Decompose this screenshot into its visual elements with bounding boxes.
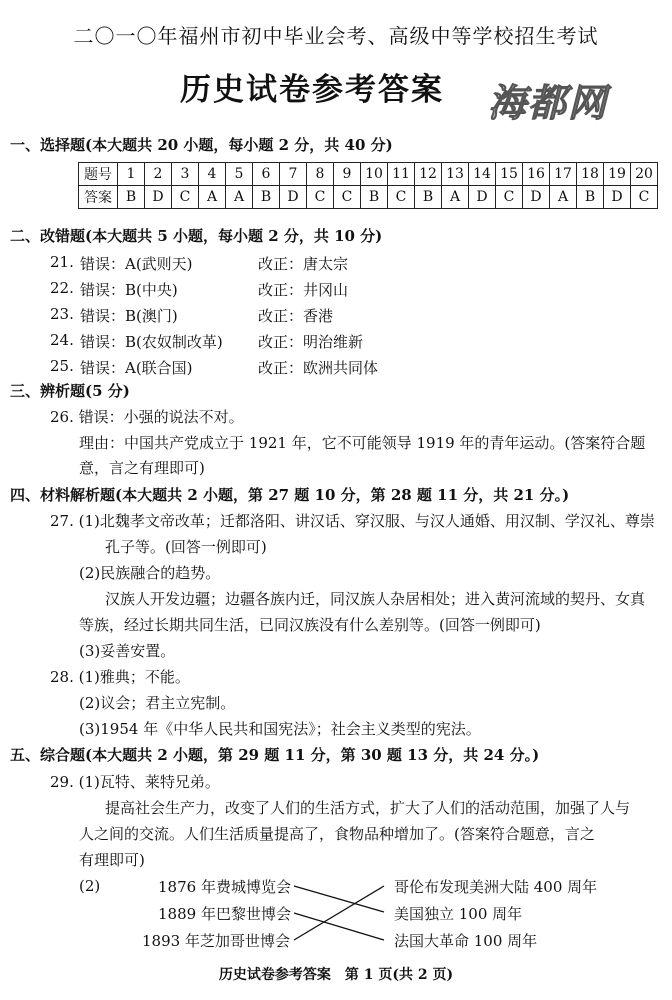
answer-cell: D bbox=[523, 186, 550, 209]
corr-no: 22. bbox=[50, 279, 74, 297]
corr-fix: 改正：唐太宗 bbox=[258, 255, 349, 273]
match-left-item: 1889 年巴黎世博会 bbox=[158, 905, 291, 923]
section-5-title: 五、综合题(本大题共 2 小题，第 29 题 11 分，第 30 题 13 分，共 24 分。) bbox=[10, 746, 540, 764]
question-number-cell: 19 bbox=[604, 163, 631, 186]
question-number-cell: 8 bbox=[307, 163, 334, 186]
q27-line: 孔子等。(回答一例即可) bbox=[105, 538, 267, 556]
answer-cell: D bbox=[280, 186, 307, 209]
question-number-cell: 12 bbox=[415, 163, 442, 186]
answer-cell: C bbox=[172, 186, 199, 209]
q29-line: 有理即可) bbox=[79, 851, 145, 869]
answer-cell: B bbox=[577, 186, 604, 209]
answer-cell: D bbox=[469, 186, 496, 209]
q27-line: (2)民族融合的趋势。 bbox=[79, 564, 221, 582]
question-number-cell: 6 bbox=[253, 163, 280, 186]
page-footer: 历史试卷参考答案 第 1 页(共 2 页) bbox=[218, 967, 454, 983]
question-number-cell: 18 bbox=[577, 163, 604, 186]
page-title: 历史试卷参考答案 bbox=[180, 72, 444, 108]
q27-line: (3)妥善安置。 bbox=[79, 642, 176, 660]
match-right-item: 法国大革命 100 周年 bbox=[394, 932, 538, 950]
question-number-cell: 1 bbox=[118, 163, 145, 186]
answer-cell: C bbox=[388, 186, 415, 209]
q29-line: 29. (1)瓦特、莱特兄弟。 bbox=[50, 773, 220, 791]
question-number-cell: 13 bbox=[442, 163, 469, 186]
answer-cell: B bbox=[361, 186, 388, 209]
match-left-item: 1876 年费城博览会 bbox=[158, 878, 291, 896]
question-number-cell: 17 bbox=[550, 163, 577, 186]
q27-line: 汉族人开发边疆；边疆各族内迁，同汉族人杂居相处；进入黄河流域的契丹、女真 bbox=[105, 590, 646, 608]
section-2-title: 二、改错题(本大题共 5 小题，每小题 2 分，共 10 分) bbox=[10, 227, 383, 245]
corr-fix: 改正：明治维新 bbox=[258, 333, 364, 351]
corr-no: 23. bbox=[50, 305, 74, 323]
section-4-title: 四、材料解析题(本大题共 2 小题，第 27 题 10 分，第 28 题 11 分，共 21 分。) bbox=[10, 486, 570, 504]
q26-line: 26. 错误：小强的说法不对。 bbox=[50, 408, 244, 426]
question-number-cell: 5 bbox=[226, 163, 253, 186]
corr-no: 21. bbox=[50, 253, 74, 271]
answer-cell: A bbox=[550, 186, 577, 209]
q29-line: 提高社会生产力，改变了人们的生活方式，扩大了人们的活动范围，加强了人与 bbox=[105, 799, 631, 817]
question-number-cell: 15 bbox=[496, 163, 523, 186]
answer-cell: B bbox=[253, 186, 280, 209]
answer-cell: B bbox=[118, 186, 145, 209]
q29-part2-label: (2) bbox=[79, 877, 101, 895]
corr-fix: 改正：欧洲共同体 bbox=[258, 359, 379, 377]
answer-cell: A bbox=[199, 186, 226, 209]
q28-line: 28. (1)雅典；不能。 bbox=[50, 668, 190, 686]
q26-line: 意，言之有理即可) bbox=[79, 459, 205, 477]
corr-error: 错误：A(联合国) bbox=[80, 359, 193, 377]
question-number-cell: 16 bbox=[523, 163, 550, 186]
question-number-cell: 9 bbox=[334, 163, 361, 186]
corr-fix: 改正：香港 bbox=[258, 307, 334, 325]
answer-cell: C bbox=[334, 186, 361, 209]
match-left-item: 1893 年芝加哥世博会 bbox=[142, 932, 290, 950]
question-number-cell: 14 bbox=[469, 163, 496, 186]
q26-line: 理由：中国共产党成立于 1921 年，它不可能领导 1919 年的青年运动。(答案符合题 bbox=[79, 434, 646, 452]
answer-cell: C bbox=[307, 186, 334, 209]
q27-line: 27. (1)北魏孝文帝改革；迁都洛阳、讲汉话、穿汉服、与汉人通婚、用汉制、学汉礼、尊崇 bbox=[50, 512, 655, 530]
q27-line: 等族，经过长期共同生活，已同汉族没有什么差别等。(回答一例即可) bbox=[79, 616, 541, 634]
answer-cell: A bbox=[226, 186, 253, 209]
corr-error: 错误：A(武则天) bbox=[80, 255, 193, 273]
answer-cell: A bbox=[442, 186, 469, 209]
exam-subtitle: 二〇一〇年福州市初中毕业会考、高级中等学校招生考试 bbox=[73, 24, 599, 48]
question-number-cell: 10 bbox=[361, 163, 388, 186]
corr-error: 错误：B(农奴制改革) bbox=[80, 333, 223, 351]
answer-cell: C bbox=[496, 186, 523, 209]
row-label: 题号 bbox=[79, 163, 118, 186]
question-number-cell: 20 bbox=[631, 163, 658, 186]
question-number-cell: 11 bbox=[388, 163, 415, 186]
watermark-logo: 海都网 bbox=[488, 80, 609, 125]
match-line bbox=[294, 886, 384, 940]
corr-no: 24. bbox=[50, 331, 74, 349]
corr-no: 25. bbox=[50, 357, 74, 375]
row-label: 答案 bbox=[79, 186, 118, 209]
q28-line: (2)议会；君主立宪制。 bbox=[79, 694, 236, 712]
answer-cell: C bbox=[631, 186, 658, 209]
corr-fix: 改正：井冈山 bbox=[258, 281, 349, 299]
section-3-title: 三、辨析题(5 分) bbox=[10, 382, 130, 400]
q29-line: 人之间的交流。人们生活质量提高了，食物品种增加了。(答案符合题意，言之 bbox=[79, 825, 595, 843]
question-number-cell: 7 bbox=[280, 163, 307, 186]
answer-cell: D bbox=[604, 186, 631, 209]
match-right-item: 美国独立 100 周年 bbox=[394, 905, 523, 923]
answer-cell: D bbox=[145, 186, 172, 209]
match-right-item: 哥伦布发现美洲大陆 400 周年 bbox=[394, 878, 598, 896]
question-number-cell: 4 bbox=[199, 163, 226, 186]
corr-error: 错误：B(中央) bbox=[80, 281, 178, 299]
question-number-cell: 3 bbox=[172, 163, 199, 186]
section-1-title: 一、选择题(本大题共 20 小题，每小题 2 分，共 40 分) bbox=[10, 136, 393, 154]
match-line bbox=[294, 913, 384, 940]
corr-error: 错误：B(澳门) bbox=[80, 307, 178, 325]
q28-line: (3)1954 年《中华人民共和国宪法》；社会主义类型的宪法。 bbox=[79, 720, 481, 738]
match-line bbox=[294, 886, 384, 912]
question-number-cell: 2 bbox=[145, 163, 172, 186]
answer-cell: B bbox=[415, 186, 442, 209]
